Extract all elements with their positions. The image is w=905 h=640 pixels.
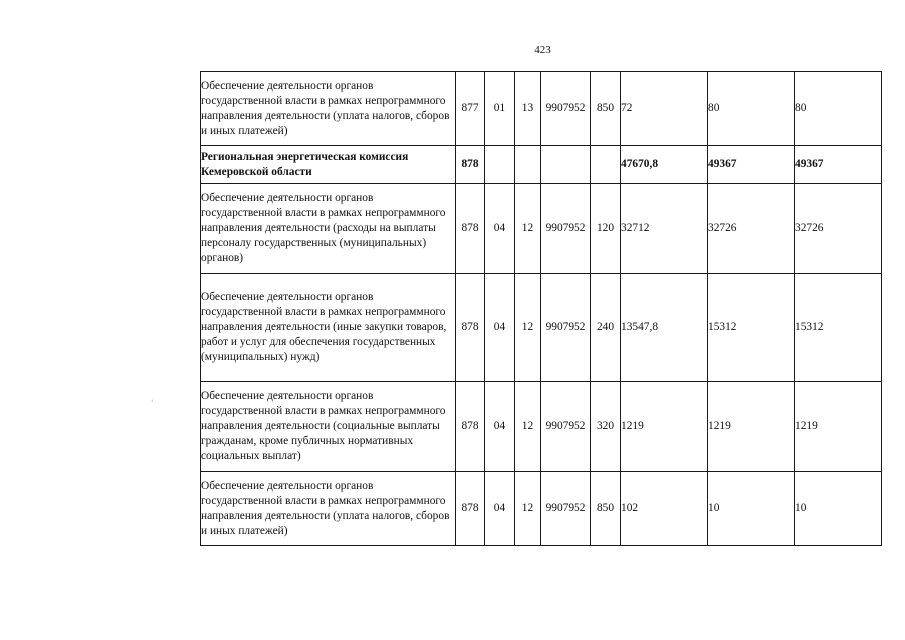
subsection-code-cell: 12 — [515, 382, 541, 472]
amount-cell-1: 13547,8 — [621, 274, 708, 382]
scan-mark: ʻ — [151, 398, 154, 407]
expense-type-cell: 240 — [591, 274, 621, 382]
amount-cell-2: 49367 — [708, 146, 795, 184]
expense-type-cell: 320 — [591, 382, 621, 472]
section-code-cell: 04 — [485, 184, 515, 274]
page-number: 423 — [534, 44, 551, 56]
amount-cell-3: 10 — [795, 472, 882, 546]
budget-table — [200, 71, 882, 546]
subsection-code-cell — [515, 146, 541, 184]
table-row — [201, 382, 882, 472]
subsection-code-cell: 12 — [515, 472, 541, 546]
subsection-code-cell: 12 — [515, 274, 541, 382]
expense-name-cell: Обеспечение деятельности органов государственной власти в рамках непрограммного направления деятельности (расходы на выплаты персоналу государственных (муниципальных) органов) — [201, 184, 456, 274]
table-row-department — [201, 146, 882, 184]
expense-type-cell — [591, 146, 621, 184]
department-code-cell: 878 — [456, 184, 485, 274]
expense-type-cell: 850 — [591, 472, 621, 546]
expense-type-cell: 850 — [591, 72, 621, 146]
table-row — [201, 184, 882, 274]
amount-cell-3: 15312 — [795, 274, 882, 382]
amount-cell-3: 80 — [795, 72, 882, 146]
amount-cell-1: 72 — [621, 72, 708, 146]
department-name-cell: Региональная энергетическая комиссия Кемеровской области — [201, 146, 456, 184]
amount-cell-2: 15312 — [708, 274, 795, 382]
section-code-cell: 04 — [485, 274, 515, 382]
department-code-cell: 878 — [456, 382, 485, 472]
amount-cell-1: 1219 — [621, 382, 708, 472]
subsection-code-cell: 12 — [515, 184, 541, 274]
target-article-cell: 9907952 — [541, 184, 591, 274]
expense-name-cell: Обеспечение деятельности органов государственной власти в рамках непрограммного направления деятельности (иные закупки товаров, работ и услуг для обеспечения государственных (муниципальных) нужд) — [201, 274, 456, 382]
amount-cell-2: 1219 — [708, 382, 795, 472]
department-code-cell: 878 — [456, 146, 485, 184]
amount-cell-2: 32726 — [708, 184, 795, 274]
department-code-cell: 877 — [456, 72, 485, 146]
department-code-cell: 878 — [456, 274, 485, 382]
department-code-cell: 878 — [456, 472, 485, 546]
amount-cell-2: 80 — [708, 72, 795, 146]
table-row — [201, 472, 882, 546]
amount-cell-1: 32712 — [621, 184, 708, 274]
expense-name-cell: Обеспечение деятельности органов государственной власти в рамках непрограммного направления деятельности (уплата налогов, сборов и иных платежей) — [201, 472, 456, 546]
target-article-cell: 9907952 — [541, 382, 591, 472]
target-article-cell: 9907952 — [541, 472, 591, 546]
amount-cell-1: 47670,8 — [621, 146, 708, 184]
amount-cell-3: 49367 — [795, 146, 882, 184]
expense-name-cell: Обеспечение деятельности органов государственной власти в рамках непрограммного направления деятельности (социальные выплаты гражданам, кроме публичных нормативных социальных выплат) — [201, 382, 456, 472]
target-article-cell: 9907952 — [541, 72, 591, 146]
amount-cell-1: 102 — [621, 472, 708, 546]
target-article-cell: 9907952 — [541, 274, 591, 382]
table-row — [201, 72, 882, 146]
target-article-cell — [541, 146, 591, 184]
expense-name-cell: Обеспечение деятельности органов государственной власти в рамках непрограммного направления деятельности (уплата налогов, сборов и иных платежей) — [201, 72, 456, 146]
table-row — [201, 274, 882, 382]
section-code-cell: 04 — [485, 382, 515, 472]
amount-cell-3: 1219 — [795, 382, 882, 472]
amount-cell-2: 10 — [708, 472, 795, 546]
section-code-cell: 01 — [485, 72, 515, 146]
section-code-cell: 04 — [485, 472, 515, 546]
subsection-code-cell: 13 — [515, 72, 541, 146]
section-code-cell — [485, 146, 515, 184]
expense-type-cell: 120 — [591, 184, 621, 274]
amount-cell-3: 32726 — [795, 184, 882, 274]
